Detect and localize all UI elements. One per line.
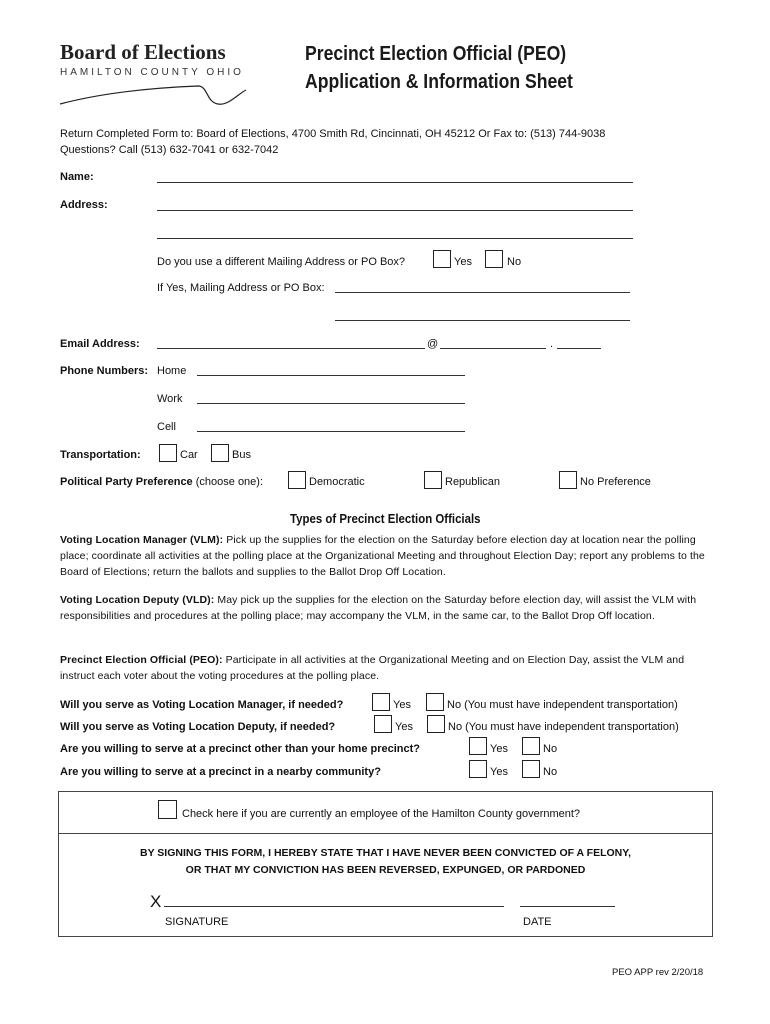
question-vld: Will you serve as Voting Location Deputy, if needed? [60,721,336,733]
transport-bus-checkbox[interactable] [211,444,229,462]
transportation-label: Transportation: [60,449,141,461]
email-at-sign: @ [427,338,439,350]
mailing-address-field[interactable] [335,292,630,293]
party-label: Political Party Preference [60,476,193,488]
return-info: Return Completed Form to: Board of Elections, 4700 Smith Rd, Cincinnati, OH 45212 Or Fax to: (513) 744-9038 [60,128,606,140]
vld-term: Voting Location Deputy (VLD): [60,594,215,606]
felony-statement-2: OR THAT MY CONVICTION HAS BEEN REVERSED, EXPUNGED, OR PARDONED [185,864,586,876]
title-line-1: Precinct Election Official (PEO) [305,43,567,65]
name-label: Name: [60,171,94,183]
mailing-no-checkbox[interactable] [485,250,503,268]
mailing-if-yes-label: If Yes, Mailing Address or PO Box: [157,282,325,294]
name-field[interactable] [157,182,633,183]
title-line-2: Application & Information Sheet [305,71,573,93]
transport-car-checkbox[interactable] [159,444,177,462]
org-name: Board of Elections [60,40,226,64]
transport-car-label: Car [180,449,198,461]
q-nearby-yes-label: Yes [490,766,508,778]
felony-statement-1: BY SIGNING THIS FORM, I HEREBY STATE THAT I HAVE NEVER BEEN CONVICTED OF A FELONY, [139,847,631,859]
signature-x-mark: X [150,892,162,911]
q-other-yes-label: Yes [490,743,508,755]
email-tld-field[interactable] [557,348,601,349]
email-user-field[interactable] [157,348,425,349]
party-none-checkbox[interactable] [559,471,577,489]
questions-info: Questions? Call (513) 632-7041 or 632-7042 [60,144,279,156]
q-vlm-no-label: No (You must have independent transportation) [447,699,678,711]
document-title [305,40,573,96]
revision-label: PEO APP rev 2/20/18 [612,967,704,978]
q-nearby-yes-checkbox[interactable] [469,760,487,778]
mailing-no-label: No [507,256,522,268]
transport-bus-label: Bus [232,449,251,461]
party-hint: (choose one): [195,476,264,488]
mailing-yes-checkbox[interactable] [433,250,451,268]
vlm-description [60,532,710,580]
email-domain-field[interactable] [440,348,546,349]
peo-description [60,652,710,684]
employee-checkbox[interactable] [158,800,177,819]
signature-label: SIGNATURE [165,916,229,928]
q-vld-yes-label: Yes [395,721,413,733]
phone-cell-field[interactable] [197,431,465,432]
q-vld-no-checkbox[interactable] [427,715,445,733]
party-democratic-label: Democratic [309,476,365,488]
mailing-address-field-line-2[interactable] [335,320,630,321]
vld-text: May pick up the supplies for the election on the Saturday before election day, will assist the VLM with responsibilities and procedures at the polling place; may accompany the VLM, in the same car, to the Ballot Drop Off location. [60,594,697,622]
phone-home-label: Home [157,365,187,377]
date-field[interactable] [520,906,615,907]
party-democratic-checkbox[interactable] [288,471,306,489]
question-vlm: Will you serve as Voting Location Manager, if needed? [60,699,344,711]
vld-description [60,592,710,624]
peo-text: Participate in all activities at the Organizational Meeting and on Election Day, assist the VLM and instruct each voter about the voting procedures at the polling place. [60,654,685,682]
address-label: Address: [60,199,108,211]
org-subtitle: HAMILTON COUNTY OHIO [60,67,244,78]
q-other-no-checkbox[interactable] [522,737,540,755]
phone-home-field[interactable] [197,375,465,376]
q-vlm-no-checkbox[interactable] [426,693,444,711]
vlm-term: Voting Location Manager (VLM): [60,534,224,546]
date-label: DATE [523,916,552,928]
q-other-no-label: No [543,743,558,755]
email-label: Email Address: [60,338,140,350]
question-other-precinct: Are you willing to serve at a precinct other than your home precinct? [60,743,421,755]
signature-field[interactable] [164,906,504,907]
phone-cell-label: Cell [157,421,176,433]
mailing-question: Do you use a different Mailing Address or PO Box? [157,256,406,268]
mailing-yes-label: Yes [454,256,472,268]
address-field-line-2[interactable] [157,238,633,239]
phone-work-label: Work [157,393,183,405]
vlm-text: Pick up the supplies for the election on the Saturday before election day at location near the polling place; coordinate all activities at the polling place at the Organizational Meeting and throughout Election Day; report any problems to the Board of Elections; return the ballots and supplies to the Ballot Drop Off Location. [60,534,705,578]
q-vlm-yes-label: Yes [393,699,411,711]
q-nearby-no-checkbox[interactable] [522,760,540,778]
logo-swoosh-icon [58,80,248,110]
peo-term: Precinct Election Official (PEO): [60,654,223,666]
types-title: Types of Precinct Election Officials [290,511,481,526]
party-republican-checkbox[interactable] [424,471,442,489]
q-vlm-yes-checkbox[interactable] [372,693,390,711]
phone-work-field[interactable] [197,403,465,404]
q-vld-no-label: No (You must have independent transportation) [448,721,679,733]
address-field-line-1[interactable] [157,210,633,211]
question-nearby-community: Are you willing to serve at a precinct in a nearby community? [60,766,381,778]
q-vld-yes-checkbox[interactable] [374,715,392,733]
q-other-yes-checkbox[interactable] [469,737,487,755]
party-label-row [60,476,263,488]
party-none-label: No Preference [580,476,651,488]
q-nearby-no-label: No [543,766,558,778]
party-republican-label: Republican [445,476,501,488]
employee-label: Check here if you are currently an employee of the Hamilton County government? [182,808,581,820]
email-dot: . [550,338,554,350]
phone-label: Phone Numbers: [60,365,149,377]
